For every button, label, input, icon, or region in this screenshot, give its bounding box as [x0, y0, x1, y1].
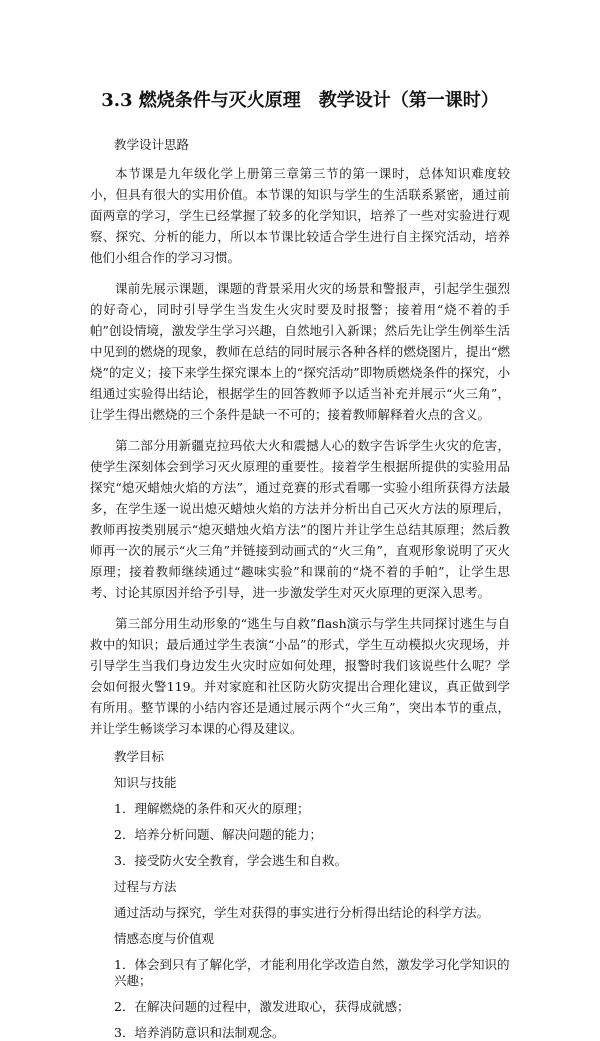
process-method-text: 通过活动与探究，学生对获得的事实进行分析得出结论的科学方法。 [114, 905, 490, 920]
list-item-knowledge-1: 1．理解燃烧的条件和灭火的原理； [114, 801, 310, 816]
page-title: 3.3 燃烧条件与灭火原理 教学设计（第一课时） [101, 90, 499, 111]
section-heading-teaching-goals: 教学目标 [114, 749, 165, 764]
subheading-process-method: 过程与方法 [114, 879, 177, 894]
list-item-knowledge-3: 3．接受防火安全教育，学会逃生和自救。 [114, 853, 347, 868]
paragraph-2: 课前先展示课题，课题的背景采用火灾的场景和警报声，引起学生强烈的好奇心，同时引导学生当发生火灾时要及时报警；接着用“烧不着的手帕”创设情境，激发学生学习兴趣，自然地引入新课；然后先让学生例举生活中见到的燃烧的现象，教师在总结的同时展示各种各样的燃烧图片，提出“燃烧”的定义；接下来学生探究课本上的“探究活动”即物质燃烧条件的探究，小组通过实验得出结论，根据学生的回答教师予以适当补充并展示“火三角”，让学生得出燃烧的三个条件是缺一不可的；接着教师解释着火点的含义。 [90, 281, 510, 422]
paragraph-4: 第三部分用生动形象的“逃生与自救”flash演示与学生共同探讨逃生与自救中的知识；最后通过学生表演“小品”的形式，学生互动模拟火灾现场，并引导学生当我们身边发生火灾时应如何处理，报警时我们该说些什么呢？学会如何报火警119。并对家庭和社区防火防灾提出合理化建议，真正做到学有所用。整节课的小结内容还是通过展示两个“火三角”，突出本节的重点，并让学生畅谈学习本课的心得及建议。 [90, 616, 510, 736]
paragraph-1: 本节课是九年级化学上册第三章第三节的第一课时，总体知识难度较小，但具有很大的实用价值。本节课的知识与学生的生活联系紧密，通过前面两章的学习，学生已经掌握了较多的化学知识，培养了一些对实验进行观察、探究、分析的能力，所以本节课比较适合学生进行自主探究活动，培养他们小组合作的学习习惯。 [90, 166, 510, 265]
subheading-knowledge-skills: 知识与技能 [114, 775, 177, 790]
list-item-emotion-1: 1．体会到只有了解化学，才能利用化学改造自然，激发学习化学知识的兴趣； [114, 957, 510, 988]
paragraph-3: 第二部分用新疆克拉玛依大火和震撼人心的数字告诉学生火灾的危害，使学生深刻体会到学习灭火原理的重要性。接着学生根据所提供的实验用品探究“熄灭蜡烛火焰的方法”，通过竞赛的形式看哪一实验小组所获得方法最多，在学生逐一说出熄灭蜡烛火焰的方法并分析出自己灭火方法的原理后，教师再按类别展示“熄灭蜡烛火焰方法”的图片并让学生总结其原理；然后教师再一次的展示“火三角”并链接到动画式的“火三角”，直观形象说明了灭火原理；接着教师继续通过“趣味实验”和课前的“烧不着的手帕”，让学生思考、讨论其原因并给予引导，进一步激发学生对灭火原理的更深入思考。 [90, 438, 510, 600]
subheading-emotion-values: 情感态度与价值观 [114, 931, 215, 946]
section-heading-design-ideas: 教学设计思路 [114, 137, 190, 152]
list-item-emotion-3: 3．培养消防意识和法制观念。 [114, 1025, 285, 1040]
list-item-knowledge-2: 2．培养分析问题、解决问题的能力； [114, 827, 322, 842]
list-item-emotion-2: 2．在解决问题的过程中，激发进取心，获得成就感； [114, 999, 410, 1014]
